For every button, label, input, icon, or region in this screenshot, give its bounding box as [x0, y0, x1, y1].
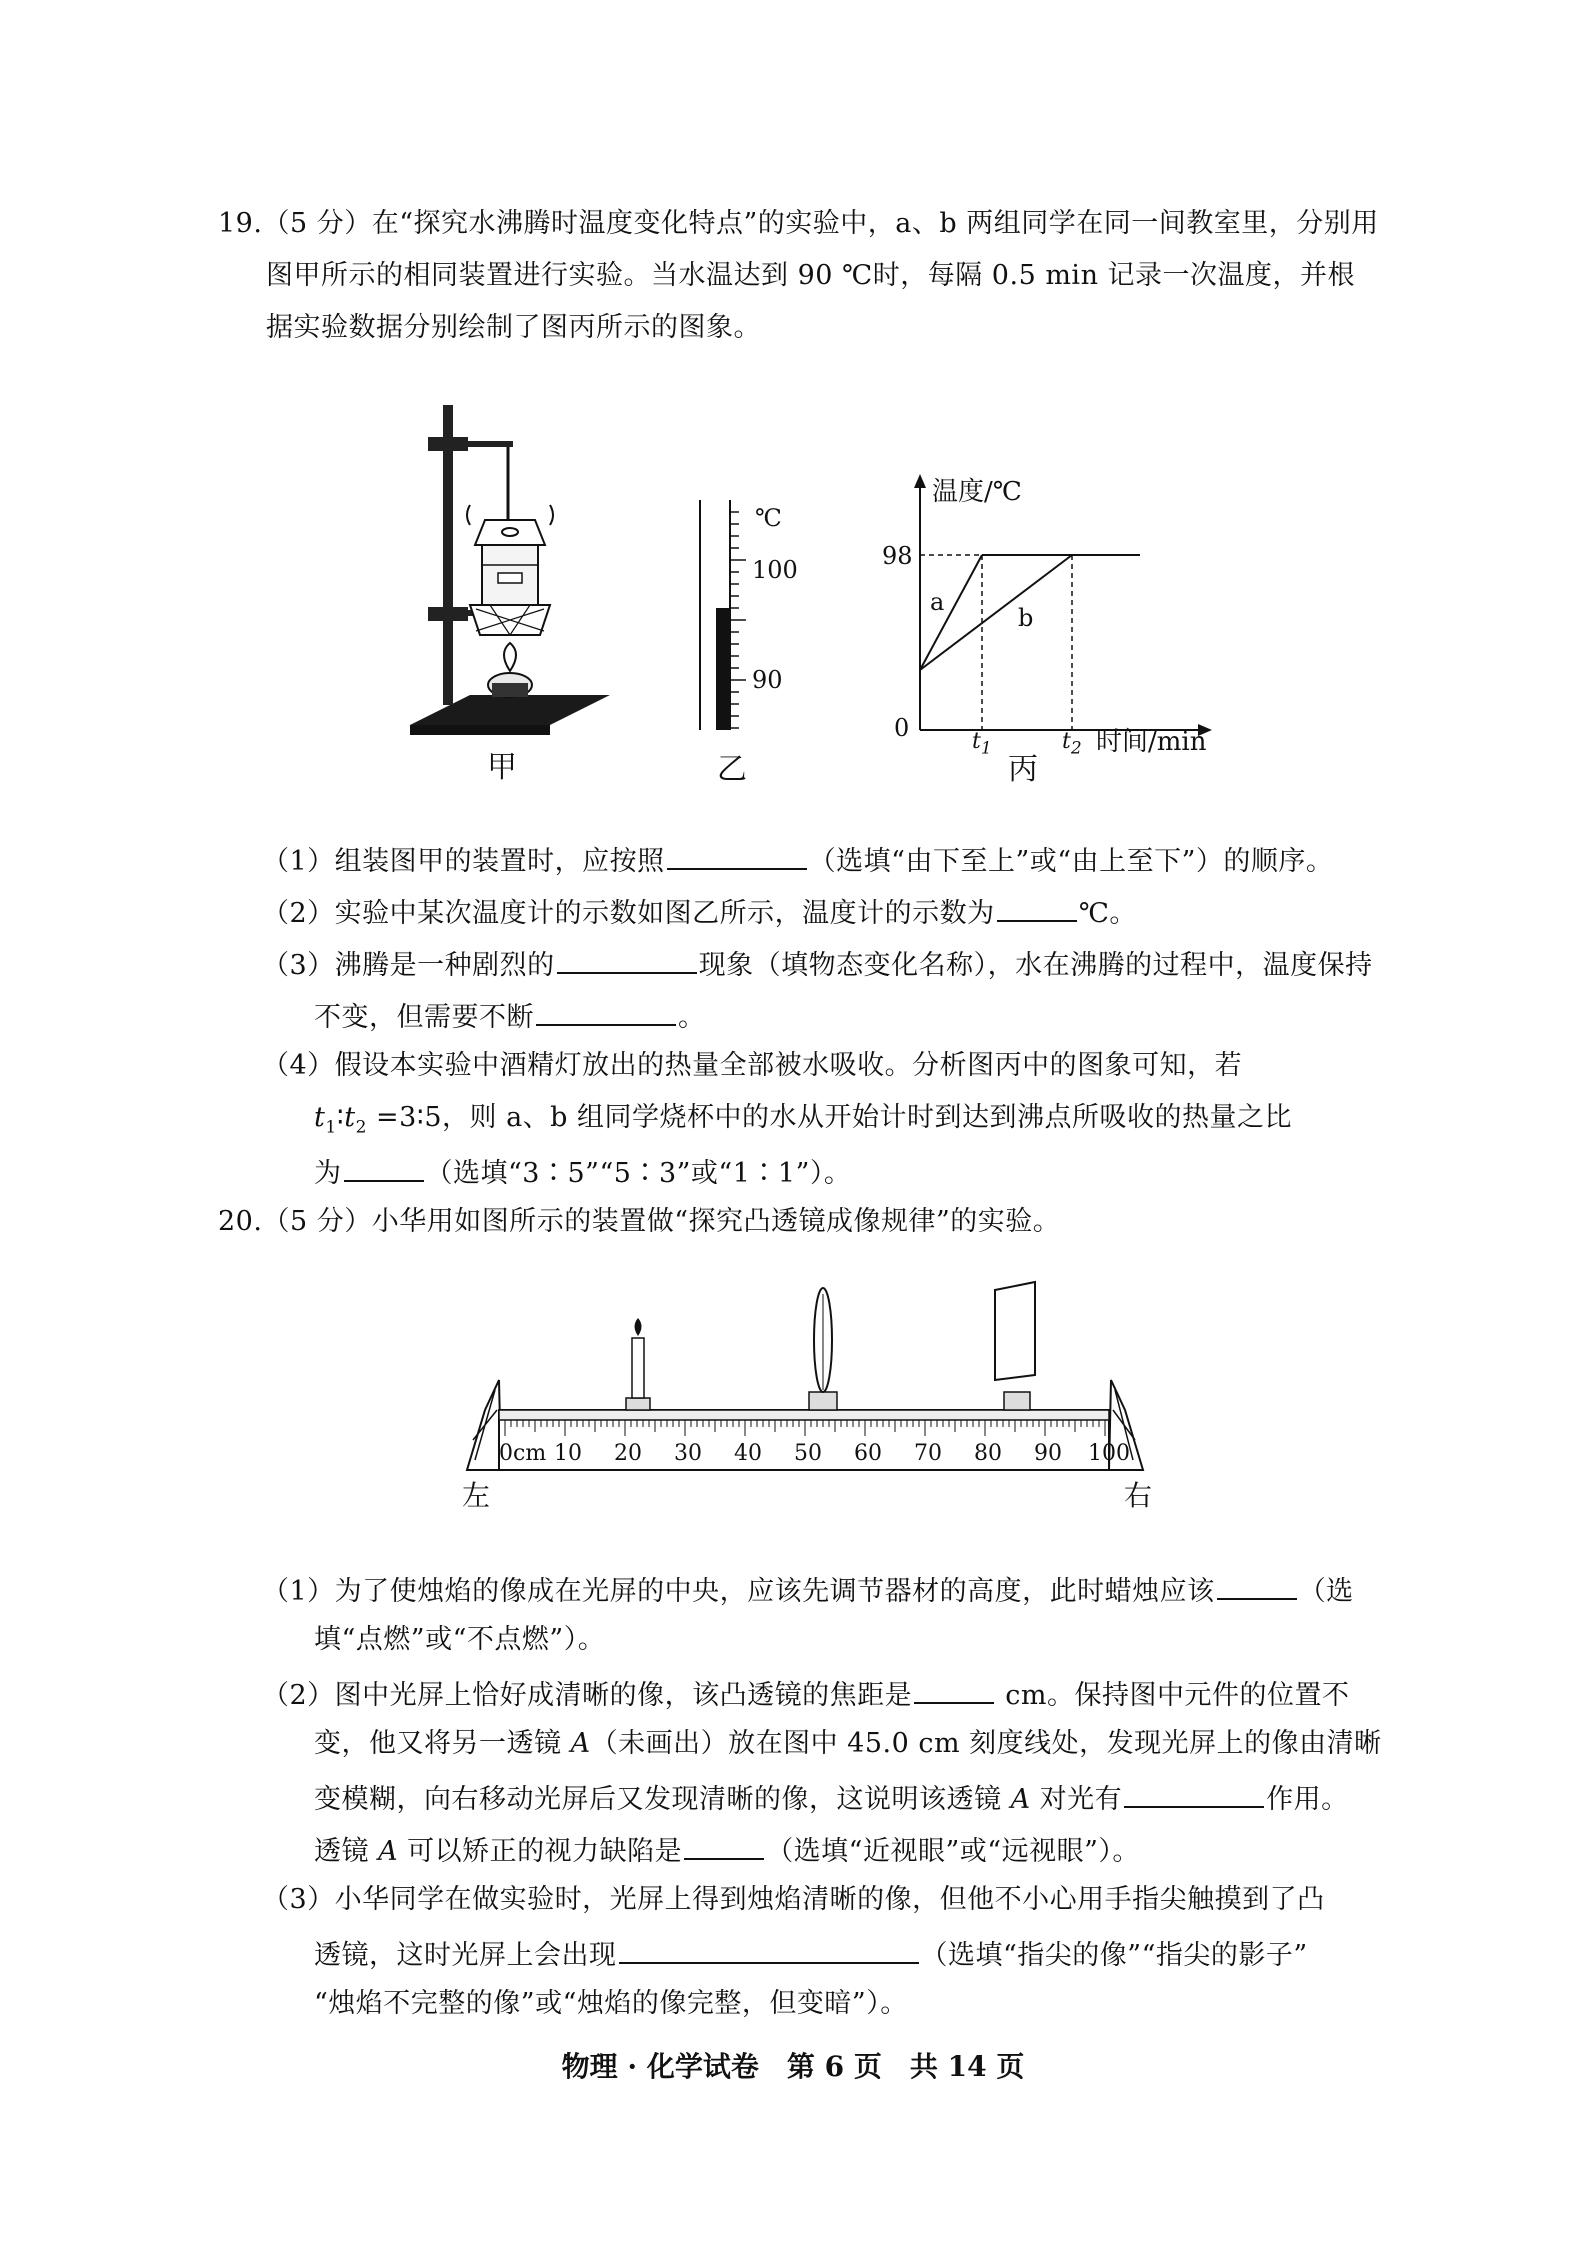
q20-part1-line2: 填“点燃”或“不点燃”）。	[314, 1624, 606, 1655]
q20-part3-line2: 透镜，这时光屏上会出现 （选填“指尖的像”“指尖的影子”	[314, 1932, 1308, 1976]
answer-blank[interactable]	[344, 1150, 424, 1182]
thermometer-unit: ℃	[755, 504, 782, 532]
thermometer-tick-90: 90	[752, 666, 783, 694]
graph-t2: $t_2$	[1062, 729, 1082, 759]
bench-right-label: 右	[1124, 1479, 1153, 1512]
q20-part2-line1: （2）图中光屏上恰好成清晰的像，该凸透镜的焦距是 cm。保持图中元件的位置不	[262, 1672, 1350, 1716]
q19-part3-line2: 不变，但需要不断 。	[314, 994, 706, 1038]
q20-part3-line1: （3）小华同学在做实验时，光屏上得到烛焰清晰的像，但他不小心用手指尖触摸到了凸	[262, 1884, 1325, 1915]
graph-label-b: b	[1018, 604, 1034, 632]
answer-blank[interactable]	[1124, 1776, 1264, 1808]
q19-stem-line-3: 据实验数据分别绘制了图丙所示的图象。	[266, 312, 761, 343]
q20-part3-line3: “烛焰不完整的像”或“烛焰的像完整，但变暗”）。	[314, 1988, 908, 2019]
answer-blank[interactable]	[536, 994, 676, 1026]
answer-blank[interactable]	[667, 838, 807, 870]
answer-blank[interactable]	[997, 890, 1077, 922]
light-screen[interactable]	[995, 1282, 1035, 1410]
q20-part2-line4: 透镜 A 可以矫正的视力缺陷是 （选填“近视眼”或“远视眼”）。	[314, 1828, 1140, 1872]
bench-tick-label: 30	[674, 1441, 702, 1466]
graph-origin: 0	[894, 714, 910, 742]
graph-y98: 98	[882, 542, 913, 570]
q19-part4-line3: 为 （选填“3∶5”“5∶3”或“1∶1”）。	[314, 1150, 851, 1194]
q19-stem-line-1: 19.（5 分）在“探究水沸腾时温度变化特点”的实验中，a、b 两组同学在同一间教室里，分别用	[218, 208, 1379, 239]
figure-bing-caption: 丙	[1008, 752, 1038, 787]
bench-tick-label: 50	[794, 1441, 822, 1466]
bench-left-label: 左	[462, 1479, 491, 1512]
page-footer: 物理 · 化学试卷 第 6 页 共 14 页	[561, 2050, 1025, 2083]
bench-tick-label: 0cm	[499, 1441, 547, 1466]
q19-part4-line2: $t_1∶t_2$ =3∶5，则 a、b 组同学烧杯中的水从开始计时到达到沸点所吸收的热量之比	[314, 1102, 1293, 1138]
bench-tick-label: 20	[614, 1441, 642, 1466]
figure-jia-caption: 甲	[487, 750, 517, 785]
q19-part3-line1: （3）沸腾是一种剧烈的 现象（填物态变化名称），水在沸腾的过程中，温度保持	[262, 942, 1373, 986]
convex-lens[interactable]	[809, 1288, 837, 1410]
answer-blank[interactable]	[684, 1828, 764, 1860]
bench-tick-label: 60	[854, 1441, 882, 1466]
answer-blank[interactable]	[1217, 1568, 1297, 1600]
q19-stem-line-2: 图甲所示的相同装置进行实验。当水温达到 90 ℃时，每隔 0.5 min 记录一次温度，并根	[266, 260, 1356, 291]
figure-yi-thermometer	[690, 500, 820, 740]
graph-t1: $t_1$	[972, 729, 992, 759]
thermometer-liquid-column	[716, 608, 731, 730]
graph-ylabel: 温度/℃	[932, 477, 1022, 507]
q19-part2: （2）实验中某次温度计的示数如图乙所示，温度计的示数为 ℃。	[262, 890, 1137, 934]
bench-tick-label: 80	[974, 1441, 1002, 1466]
q20-part2-line3: 变模糊，向右移动光屏后又发现清晰的像，这说明该透镜 A 对光有 作用。	[314, 1776, 1349, 1820]
q20-stem: 20.（5 分）小华用如图所示的装置做“探究凸透镜成像规律”的实验。	[218, 1206, 1061, 1237]
q20-part1-line1: （1）为了使烛焰的像成在光屏的中央，应该先调节器材的高度，此时蜡烛应该 （选	[262, 1568, 1354, 1612]
bench-tick-label: 10	[554, 1441, 582, 1466]
bench-tick-label: 40	[734, 1441, 762, 1466]
bench-tick-label: 90	[1034, 1441, 1062, 1466]
answer-blank[interactable]	[557, 942, 697, 974]
graph-label-a: a	[930, 588, 945, 616]
bench-tick-label: 100	[1088, 1441, 1130, 1466]
q19-part1: （1）组装图甲的装置时，应按照 （选填“由下至上”或“由上至下”）的顺序。	[262, 838, 1333, 882]
candle-holder[interactable]	[626, 1318, 650, 1410]
thermometer-tick-100: 100	[752, 556, 798, 584]
graph-xlabel: 时间/min	[1096, 727, 1207, 757]
answer-blank[interactable]	[619, 1932, 919, 1964]
bench-tick-label: 70	[914, 1441, 942, 1466]
figure-yi-caption: 乙	[717, 752, 747, 787]
answer-blank[interactable]	[914, 1672, 994, 1704]
q20-part2-line2: 变，他又将另一透镜 A（未画出）放在图中 45.0 cm 刻度线处，发现光屏上的像由清晰	[314, 1728, 1382, 1759]
q19-part4-line1: （4）假设本实验中酒精灯放出的热量全部被水吸收。分析图丙中的图象可知，若	[262, 1050, 1243, 1081]
figure-jia-apparatus	[400, 395, 620, 745]
